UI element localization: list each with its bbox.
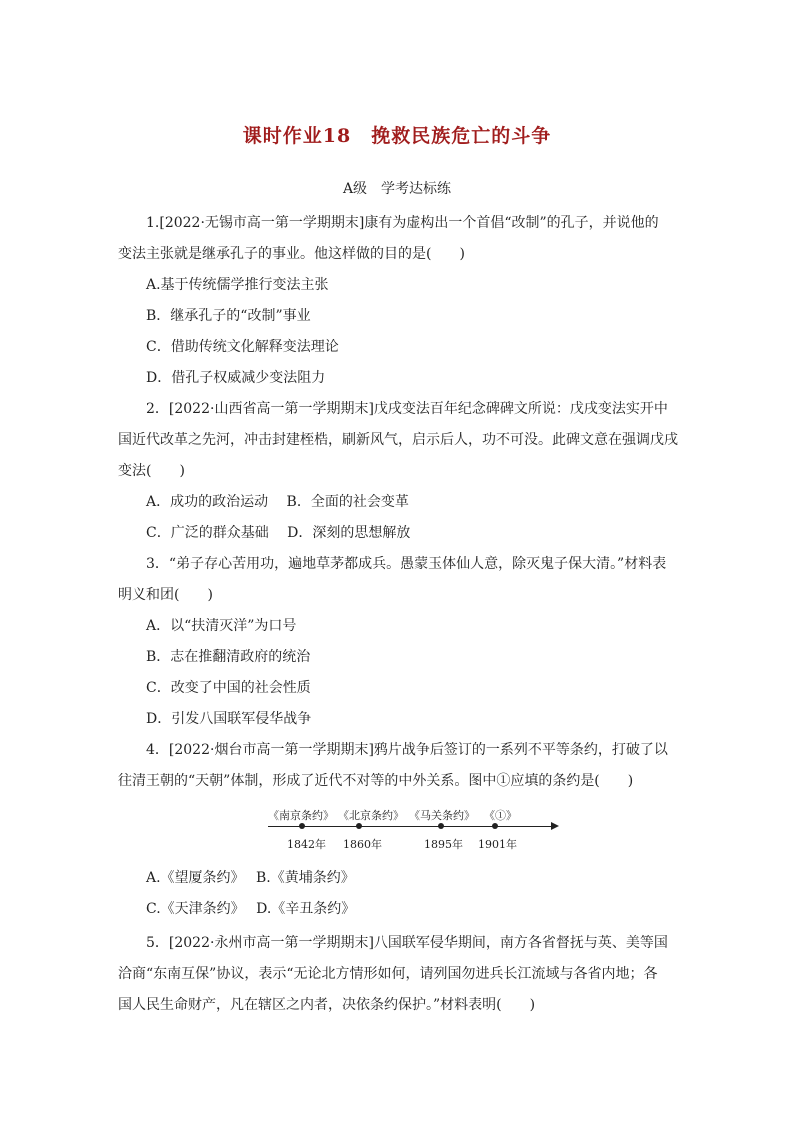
- q4-stem-line2: 往清王朝的“天朝”体制，形成了近代不对等的中外关系。图中①应填的条约是( ): [118, 773, 634, 789]
- timeline-point-1895: [438, 823, 444, 829]
- q1-stem-line1: 1.[2022·无锡市高一第一学期期末]康有为虚构出一个首倡“改制”的孔子，并说他的: [146, 215, 659, 231]
- q2-options-ab: A．成功的政治运动 B．全面的社会变革: [146, 494, 409, 510]
- q1-option-b: B．继承孔子的“改制”事业: [146, 308, 311, 324]
- q2-stem-line1: 2．[2022·山西省高一第一学期期末]戊戌变法百年纪念碑碑文所说：戊戌变法实开中: [146, 401, 668, 417]
- q3-option-c: C．改变了中国的社会性质: [146, 680, 311, 696]
- timeline-year-1842: 1842年: [287, 838, 326, 851]
- q1-stem-line2: 变法主张就是继承孔子的事业。他这样做的目的是( ): [118, 246, 465, 262]
- q5-stem-line2: 洽商“东南互保”协议，表示“无论北方情形如何，请列国勿进兵长江流域与各省内地；各: [118, 966, 658, 982]
- timeline-point-1842: [299, 823, 305, 829]
- q5-stem-line3: 国人民生命财产，凡在辖区之内者，决依条约保护。”材料表明( ): [118, 997, 536, 1013]
- q1-option-d: D．借孔子权威减少变法阻力: [146, 370, 326, 386]
- timeline-label-beijing: 《北京条约》: [338, 809, 404, 822]
- page-title: 课时作业18 挽救民族危亡的斗争: [242, 125, 552, 147]
- timeline-axis: [268, 826, 553, 827]
- q4-options-cd: C.《天津条约》 D.《辛丑条约》: [146, 901, 356, 917]
- q1-option-a: A.基于传统儒学推行变法主张: [146, 277, 329, 293]
- q3-option-a: A．以“扶清灭洋”为口号: [146, 618, 297, 634]
- q2-options-cd: C．广泛的群众基础 D．深刻的思想解放: [146, 525, 411, 541]
- timeline-label-maguan: 《马关条约》: [409, 809, 475, 822]
- q4-stem-line1: 4．[2022·烟台市高一第一学期期末]鸦片战争后签订的一系列不平等条约，打破了以: [146, 742, 668, 758]
- q4-options-ab: A.《望厦条约》 B.《黄埔条约》: [146, 870, 355, 886]
- q3-option-b: B．志在推翻清政府的统治: [146, 649, 311, 665]
- q2-stem-line3: 变法( ): [118, 463, 185, 479]
- timeline-year-1901: 1901年: [478, 838, 517, 851]
- timeline-label-nanjing: 《南京条约》: [268, 809, 334, 822]
- timeline-label-blank: 《①》: [484, 809, 517, 822]
- q3-stem-line1: 3．“弟子存心苦用功，遍地草茅都成兵。愚蒙玉体仙人意，除灭鬼子保大清。”材料表: [146, 556, 667, 572]
- q3-option-d: D．引发八国联军侵华战争: [146, 711, 312, 727]
- section-heading: A级 学考达标练: [342, 181, 452, 197]
- q3-stem-line2: 明义和团( ): [118, 587, 213, 603]
- timeline-year-1860: 1860年: [343, 838, 382, 851]
- timeline-arrow: [551, 822, 559, 830]
- timeline-point-1860: [356, 823, 362, 829]
- q5-stem-line1: 5．[2022·永州市高一第一学期期末]八国联军侵华期间，南方各省督抚与英、美等国: [146, 935, 668, 951]
- timeline-year-1895: 1895年: [424, 838, 463, 851]
- q2-stem-line2: 国近代改革之先河，冲击封建桎梏，刷新风气，启示后人，功不可没。此碑文意在强调戊戌: [118, 432, 678, 448]
- timeline-point-1901: [492, 823, 498, 829]
- q1-option-c: C．借助传统文化解释变法理论: [146, 339, 339, 355]
